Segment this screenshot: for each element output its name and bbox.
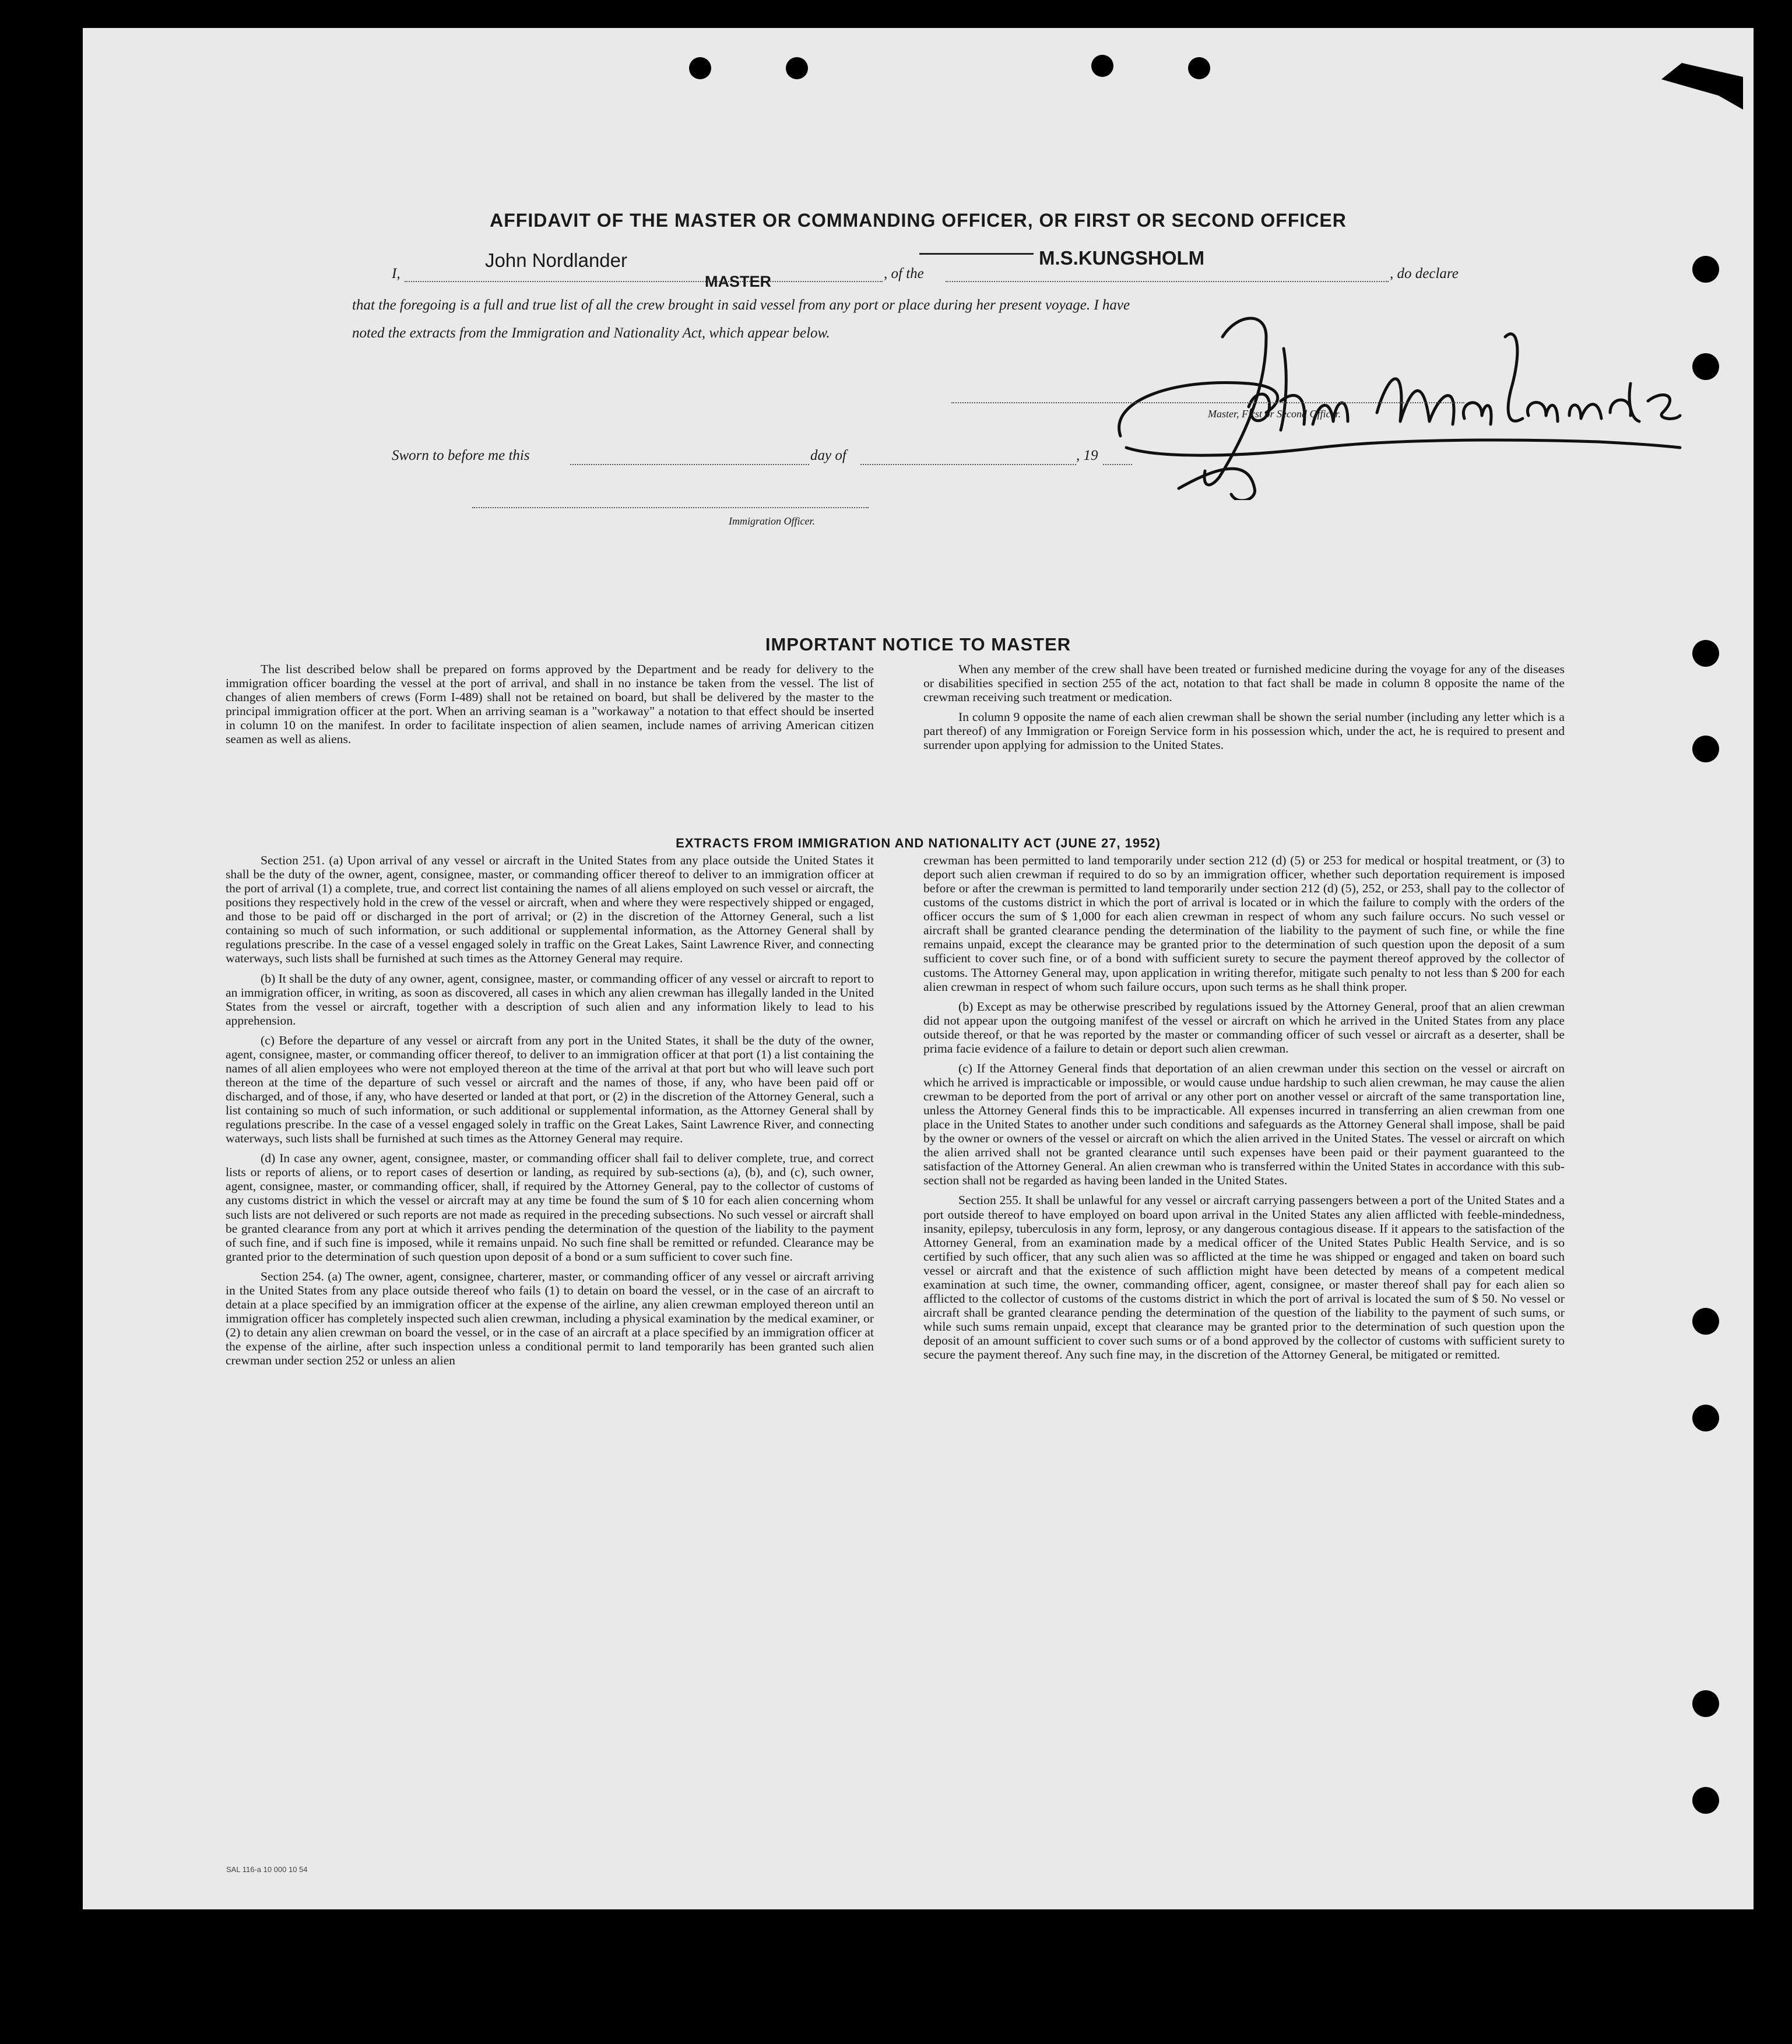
sworn-day-blank [570, 464, 809, 465]
handwritten-signature [1074, 314, 1686, 500]
extracts-right-column [923, 853, 1565, 1367]
rank-stamp: MASTER [705, 273, 771, 290]
punch-hole [1692, 1690, 1719, 1717]
notice-paragraph: When any member of the crew shall have been treated or furnished medicine during the voyage for any of the diseases or disabilities specified in section 255 of the act, notation to that fact shall be made in column 8 opposite the name of the crewman receiving such treatment or medication. [923, 662, 1565, 705]
act-paragraph: (b) Except as may be otherwise prescribed by regulations issued by the Attorney General, proof that an alien crewman did not appear upon the outgoing manifest of the vessel or aircraft on which he arrived in the United States from any place outside thereof, or that he was reported by the master or commanding officer of such vessel or aircraft as a deserter, shall be prima facie evidence of a failure to detain or deport such alien crewman. [923, 999, 1565, 1056]
punch-hole [1692, 1405, 1719, 1431]
punch-hole [1692, 256, 1719, 283]
sworn-day-of: day of [810, 448, 846, 463]
signature-line [951, 402, 1464, 403]
name-blank [405, 281, 883, 282]
punch-hole [689, 57, 711, 79]
punch-hole [1188, 57, 1210, 79]
act-paragraph: (c) If the Attorney General finds that deportation of an alien crewman under this section on the vessel or aircraft on which he arrived is impracticable or impossible, or would cause undue hardship to such alien crewman, he may cause the alien crewman to be deported from the port of arrival or any other port on another vessel or aircraft of the same transportation line, unless the Attorney General finds this to be impracticable. All expenses incurred in transferring an alien crewman from one place in the United States to another under such conditions and safeguards as the Attorney General shall impose, shall be paid by the owner or owners of the vessel or aircraft on which the alien arrived in the United States. The vessel or aircraft on which the alien arrived shall not be granted clearance until such expenses have been paid or their payment guaranteed to the satisfaction of the Attorney General. An alien crewman who is transferred within the United States in accordance with this sub-section shall not be regarded as having been landed in the United States. [923, 1061, 1565, 1188]
officer-caption: Immigration Officer. [729, 515, 815, 527]
punch-hole [1692, 1308, 1719, 1335]
vessel-name: M.S.KUNGSHOLM [1039, 247, 1205, 269]
punch-hole [1091, 55, 1113, 77]
document-page [83, 28, 1754, 1909]
punch-hole [1692, 1787, 1719, 1814]
notice-right-column [923, 662, 1565, 758]
sworn-year: , 19 [1076, 448, 1098, 463]
bleed-through-text [229, 133, 1768, 168]
extracts-title: EXTRACTS FROM IMMIGRATION AND NATIONALITY ACT (JUNE 27, 1952) [676, 836, 1161, 850]
torn-corner [1661, 63, 1743, 110]
affidavit-title: AFFIDAVIT OF THE MASTER OR COMMANDING OFFICER, OR FIRST OR SECOND OFFICER [490, 210, 1347, 231]
act-paragraph: (b) It shall be the duty of any owner, agent, consignee, master, or commanding officer of any vessel or aircraft to report to an immigration officer, in writing, as soon as discovered, all cases in which any alien crewman has illegally landed in the United States from the vessel or aircraft, together with a description of such alien and any information likely to lead to his apprehension. [226, 971, 874, 1028]
signature-caption: Master, First or Second Officer. [1208, 408, 1341, 420]
act-paragraph: Section 255. It shall be unlawful for any vessel or aircraft carrying passengers between a port of the United States and a port outside thereof to have employed on board upon arrival in the United States any alien afflicted with feeble-mindedness, insanity, epilepsy, tuberculosis in any form, leprosy, or any dangerous contagious disease. If it appears to the satisfaction of the Attorney General, from an examination made by a medical officer of the United States Public Health Service, and is so certified by such officer, that any such alien was so afflicted at the time he was shipped or engaged and taken on board such vessel or aircraft and that the existence of such affliction might have been detected by means of a competent medical examination at such time, the owner, commanding officer, agent, consignee, or master thereof shall pay for each alien so afflicted to the collector of customs of the customs district in which the port of arrival is located the sum of $ 50. No vessel or aircraft shall be granted clearance pending the determination of the question of the liability to the payment of such sums, or while such sums remain unpaid, except that clearance may be granted prior to the determination of such question upon the deposit of an amount sufficient to cover such sums or of a bond approved by the collector of customs with sufficient surety to secure the payment thereof. Any such fine may, in the discretion of the Attorney General, be mitigated or remitted. [923, 1193, 1565, 1362]
act-paragraph: Section 254. (a) The owner, agent, consignee, charterer, master, or commanding officer of any vessel or aircraft arriving in the United States from any place outside thereof who fails (1) to detain on board the vessel, or in the case of an aircraft to detain at a place specified by an immigration officer at the expense of the airline, any alien crewman employed thereon until an immigration officer has completely inspected such alien crewman, including a physical examination by the medical examiner, or (2) to detain any alien crewman on board the vessel, or in the case of an aircraft at a place specified by an immigration officer at the expense of the airline, after such inspection unless a conditional permit to land temporarily has been granted such alien crewman under section 252 or unless an alien [226, 1269, 874, 1368]
line1-of-the: , of the [884, 266, 924, 282]
act-paragraph: Section 251. (a) Upon arrival of any vessel or aircraft in the United States from any place outside the United States it shall be the duty of the owner, agent, consignee, master, or commanding officer thereof to deliver to an immigration officer at the port of arrival (1) a complete, true, and correct list containing the names of all aliens employed on such vessel or aircraft, the positions they respectively hold in the crew of the vessel or aircraft, when and where they were respectively shipped or engaged, and those to be paid off or discharged in the port of arrival; or (2) in the discretion of the Attorney General, such a list containing so much of such information, or such additional or supplemental information, as the Attorney General shall by regulations prescribe. In the case of a vessel engaged solely in traffic on the Great Lakes, Saint Lawrence River, and connecting waterways, such lists shall be furnished at such times as the Attorney General may require. [226, 853, 874, 966]
notice-paragraph: In column 9 opposite the name of each alien crewman shall be shown the serial number (including any letter which is a part thereof) of any Immigration or Foreign Service form in his possession which, under the act, he is required to present and surrender upon applying for admission to the United States. [923, 710, 1565, 752]
extracts-left-column [226, 853, 874, 1373]
sworn-prefix: Sworn to before me this [392, 448, 530, 463]
punch-hole [1692, 736, 1719, 762]
sworn-month-blank [860, 464, 1076, 465]
act-paragraph: (d) In case any owner, agent, consignee, master, or commanding officer shall fail to deliver complete, true, and correct lists or reports of aliens, or to report cases of desertion or landing, as required by sub-sections (a), (b), and (c), such owner, agent, consignee, master, or commanding officer, shall, if required by the Attorney General, pay to the collector of customs of any customs district in which the vessel or aircraft may at any time be found the sum of $ 10 for each alien concerning whom such lists are not delivered or such reports are not made as required in the preceding subsections. No such vessel or aircraft shall be granted clearance from any port at which it arrives pending the determination of the question of the liability to the payment of such fine, and if such fine is imposed, while it remains unpaid. No such fine shall be remitted or refunded. Clearance may be granted prior to the determination of such question upon deposit of a bond or a sum sufficient to cover such fine. [226, 1151, 874, 1264]
notice-left-column [226, 662, 874, 752]
title-rule [919, 253, 1034, 255]
affidavit-line-2: that the foregoing is a full and true list of all the crew brought in said vessel from any port or place during her present voyage. I have [352, 297, 1130, 313]
notice-paragraph: The list described below shall be prepared on forms approved by the Department and be ready for delivery to the immigration officer boarding the vessel at the port of arrival, and shall in no instance be taken from the vessel. The list of changes of alien members of crews (Form I-489) shall not be retained on board, but shall be delivered by the master to the principal immigration officer at the port. When an arriving seaman is a "workaway" a notation to that effect should be inserted in column 10 on the manifest. In order to facilitate inspection of alien seamen, include names of arriving American citizen seamen as well as aliens. [226, 662, 874, 747]
vessel-blank [946, 281, 1389, 282]
line1-suffix: , do declare [1390, 266, 1459, 282]
master-name: John Nordlander [485, 249, 627, 271]
officer-line [472, 507, 869, 508]
punch-hole [1692, 353, 1719, 380]
affidavit-line-3: noted the extracts from the Immigration and Nationality Act, which appear below. [352, 325, 830, 341]
sworn-year-blank [1103, 464, 1132, 465]
notice-title: IMPORTANT NOTICE TO MASTER [765, 634, 1071, 655]
act-paragraph: crewman has been permitted to land temporarily under section 212 (d) (5) or 253 for medical or hospital treatment, or (3) to deport such alien crewman if required to do so by an immigration officer, whether such deportation requirement is imposed before or after the crewman is permitted to land temporarily under section 212 (d) (5), 252, or 253, shall pay to the collector of customs of the customs district in which the port of arrival is located or in which the failure to comply with the orders of the officer occurs the sum of $ 1,000 for each alien crewman in respect of whom any such failure occurs. No such vessel or aircraft shall be granted clearance pending the determination of the liability to the payment of such fine, or while the fine remains unpaid, except the clearance may be granted prior to the determination of such question upon the deposit of a sum sufficient to cover such fine, or of a bond with sufficient surety to secure the payment thereof approved by the collector of customs. The Attorney General may, upon application in writing therefor, mitigate such penalty to not less than $ 200 for each alien crewman in respect of whom such failure occurs, upon such terms as he shall think proper. [923, 853, 1565, 994]
form-code: SAL 116-a 10 000 10 54 [226, 1865, 308, 1874]
punch-hole [786, 57, 808, 79]
line1-prefix: I, [392, 266, 400, 282]
act-paragraph: (c) Before the departure of any vessel or aircraft from any port in the United States, it shall be the duty of the owner, agent, consignee, master, or commanding officer thereof, to deliver to an immigration officer at that port (1) a list containing the names of all alien employees who were not employed thereon at the time of the arrival at that port but who will leave such port thereon at the time of the departure of such vessel or aircraft and the names of those, if any, who have been paid off or discharged, and of those, if any, who have deserted or landed at that port, or (2) in the discretion of the Attorney General, such a list containing so much of such information, or such additional or supplemental information, as the Attorney General shall by regulations prescribe. In the case of a vessel engaged solely in traffic on the Great Lakes, Saint Lawrence River, and connecting waterways, such lists shall be furnished at such times as the Attorney General may require. [226, 1033, 874, 1146]
